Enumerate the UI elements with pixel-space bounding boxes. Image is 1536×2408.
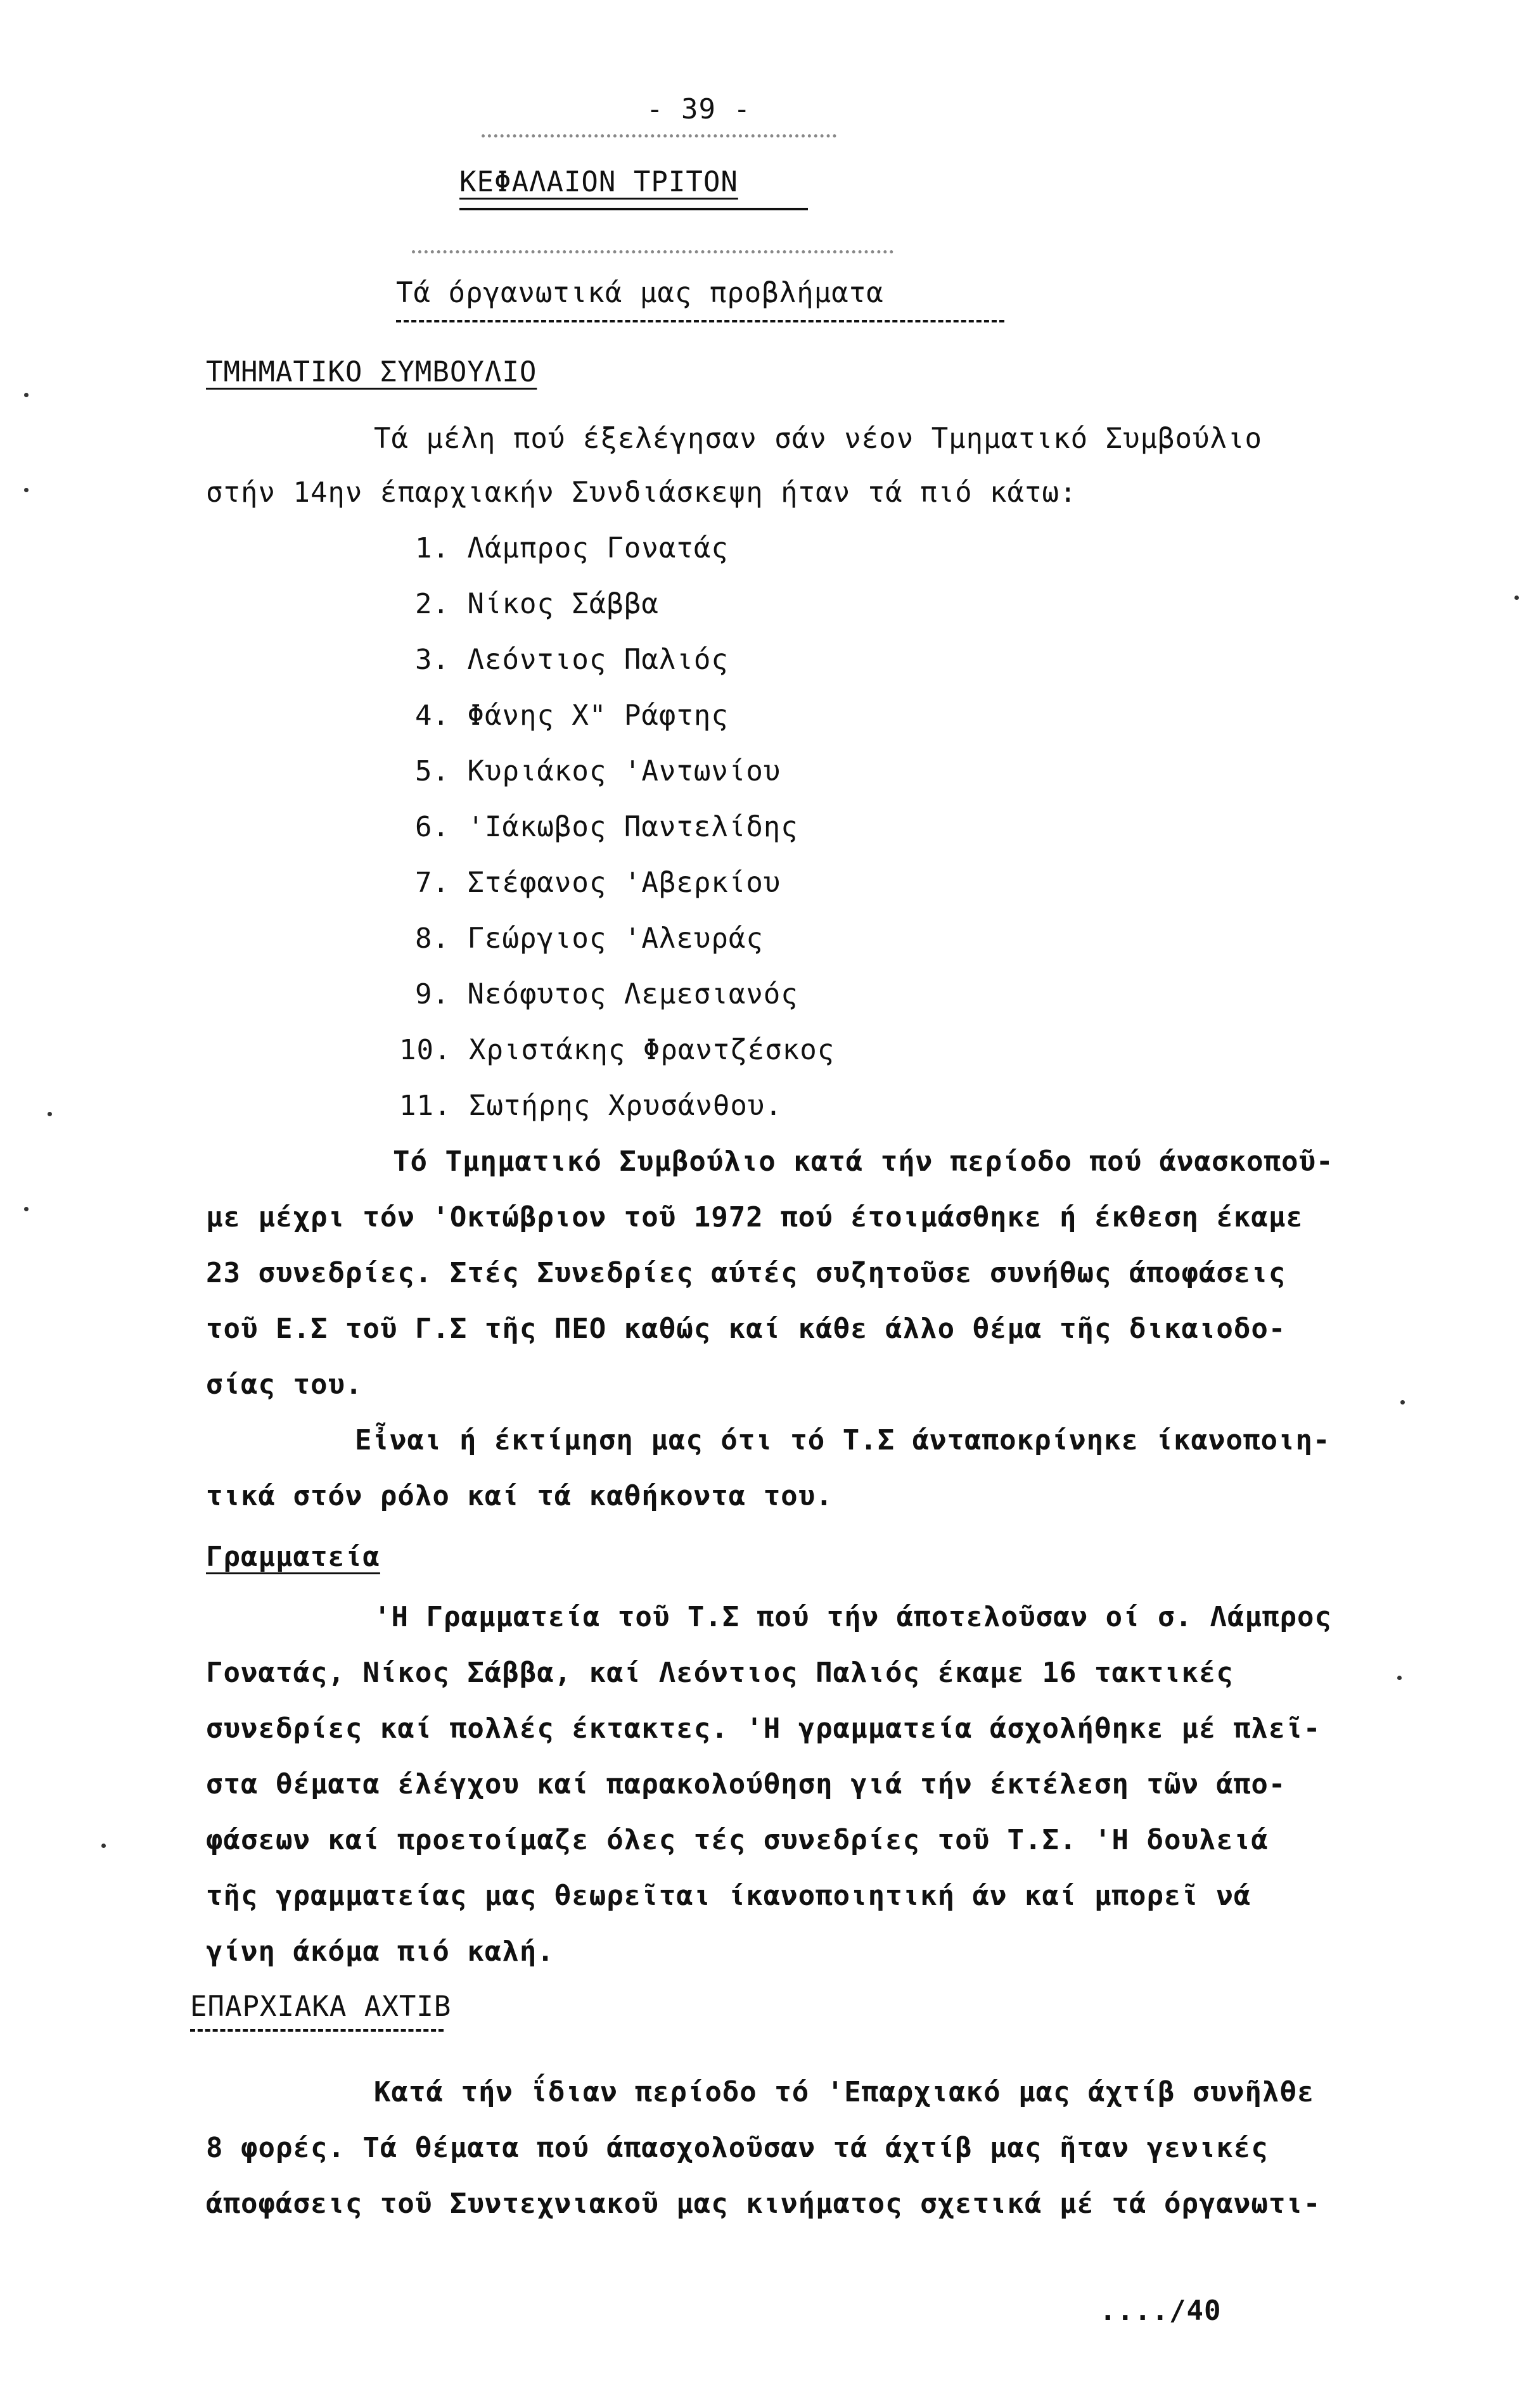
list-item: 6. 'Ιάκωβος Παντελίδης (415, 811, 798, 843)
chapter-heading-rule (459, 208, 808, 210)
paragraph-line: γίνη άκόμα πιό καλή. (206, 1935, 554, 1968)
paragraph-line: άποφάσεις τοῦ Συντεχνιακοῦ μας κινήματος σχετικά μέ τά όργανωτι- (206, 2188, 1321, 2220)
scan-noise (24, 393, 29, 397)
paragraph-line: Εἶναι ή έκτίμηση μας ότι τό Τ.Σ άνταποκρίνηκε ίκανοποιη- (355, 1424, 1331, 1456)
list-item: 5. Κυριάκος 'Αντωνίου (415, 755, 781, 787)
paragraph-line: τῆς γραμματείας μας θεωρεῖται ίκανοποιητική άν καί μπορεῖ νά (206, 1880, 1251, 1912)
scan-noise (48, 1112, 52, 1116)
list-item: 11. Σωτήρης Χρυσάνθου. (399, 1090, 783, 1122)
scan-noise (24, 488, 29, 492)
list-item: 9. Νεόφυτος Λεμεσιανός (415, 978, 798, 1010)
chapter-subtitle: Τά όργανωτικά μας προβλήματα (396, 277, 884, 309)
paragraph-line: 23 συνεδρίες. Στές Συνεδρίες αύτές συζητοῦσε συνήθως άποφάσεις (206, 1257, 1286, 1289)
page-number: - 39 - (646, 93, 751, 125)
paragraph-line: φάσεων καί προετοίμαζε όλες τές συνεδρίες τοῦ Τ.Σ. 'Η δουλειά (206, 1824, 1269, 1856)
scan-noise (1397, 1676, 1402, 1680)
paragraph-line: συνεδρίες καί πολλές έκτακτες. 'Η γραμματεία άσχολήθηκε μέ πλεῖ- (206, 1712, 1321, 1745)
list-item: 1. Λάμπρος Γονατάς (415, 532, 729, 564)
paragraph-line: Τό Τμηματικό Συμβούλιο κατά τήν περίοδο πού άνασκοποῦ- (393, 1145, 1334, 1178)
scan-noise (482, 134, 836, 137)
continuation-marker: ..../40 (1099, 2295, 1222, 2327)
paragraph-line: Κατά τήν ΐδιαν περίοδο τό 'Επαρχιακό μας άχτίβ συνῆλθε (374, 2076, 1315, 2108)
section-heading-committee: ΤΜΗΜΑΤΙΚΟ ΣΥΜΒΟΥΛΙΟ (206, 356, 537, 388)
chapter-heading: ΚΕΦΑΛΑΙΟΝ ΤΡΙΤΟΝ (459, 166, 738, 198)
committee-intro-line: Τά μέλη πού έξελέγησαν σάν νέον Τμηματικό Συμβούλιο (374, 423, 1263, 455)
list-item: 10. Χριστάκης Φραντζέσκος (399, 1034, 835, 1066)
paragraph-line: 8 φορές. Τά θέματα πού άπασχολοῦσαν τά άχτίβ μας ῆταν γενικές (206, 2132, 1269, 2164)
paragraph-line: Γονατάς, Νίκος Σάββα, καί Λεόντιος Παλιός έκαμε 16 τακτικές (206, 1657, 1234, 1689)
committee-intro-line: στήν 14ην έπαρχιακήν Συνδιάσκεψη ήταν τά πιό κάτω: (206, 476, 1077, 509)
scan-noise (101, 1844, 106, 1848)
scan-noise (1400, 1400, 1405, 1405)
paragraph-line: με μέχρι τόν 'Οκτώβριον τοῦ 1972 πού έτοιμάσθηκε ή έκθεση έκαμε (206, 1201, 1303, 1233)
paragraph-line: τοῦ Ε.Σ τοῦ Γ.Σ τῆς ΠΕΟ καθώς καί κάθε άλλο θέμα τῆς δικαιοδο- (206, 1313, 1286, 1345)
section-heading-secretariat: Γραμματεία (206, 1541, 380, 1573)
list-item: 8. Γεώργιος 'Αλευράς (415, 922, 764, 955)
list-item: 2. Νίκος Σάββα (415, 588, 659, 620)
scan-noise (1514, 596, 1519, 600)
section-heading-provincial: ΕΠΑΡΧΙΑΚΑ ΑΧΤΙΒ (190, 1991, 452, 2023)
list-item: 4. Φάνης Χ" Ράφτης (415, 699, 729, 732)
paragraph-line: στα θέματα έλέγχου καί παρακολούθηση γιά τήν έκτέλεση τῶν άπο- (206, 1768, 1286, 1800)
scan-noise (412, 250, 893, 253)
provincial-heading-rule (190, 2029, 444, 2032)
list-item: 7. Στέφανος 'Αβερκίου (415, 867, 781, 899)
paragraph-line: τικά στόν ρόλο καί τά καθήκοντα του. (206, 1480, 833, 1512)
list-item: 3. Λεόντιος Παλιός (415, 644, 729, 676)
paragraph-line: 'Η Γραμματεία τοῦ Τ.Σ πού τήν άποτελοῦσαν οί σ. Λάμπρος (374, 1601, 1332, 1633)
paragraph-line: σίας του. (206, 1368, 363, 1401)
scan-noise (24, 1207, 29, 1211)
chapter-subtitle-rule (396, 320, 1004, 322)
